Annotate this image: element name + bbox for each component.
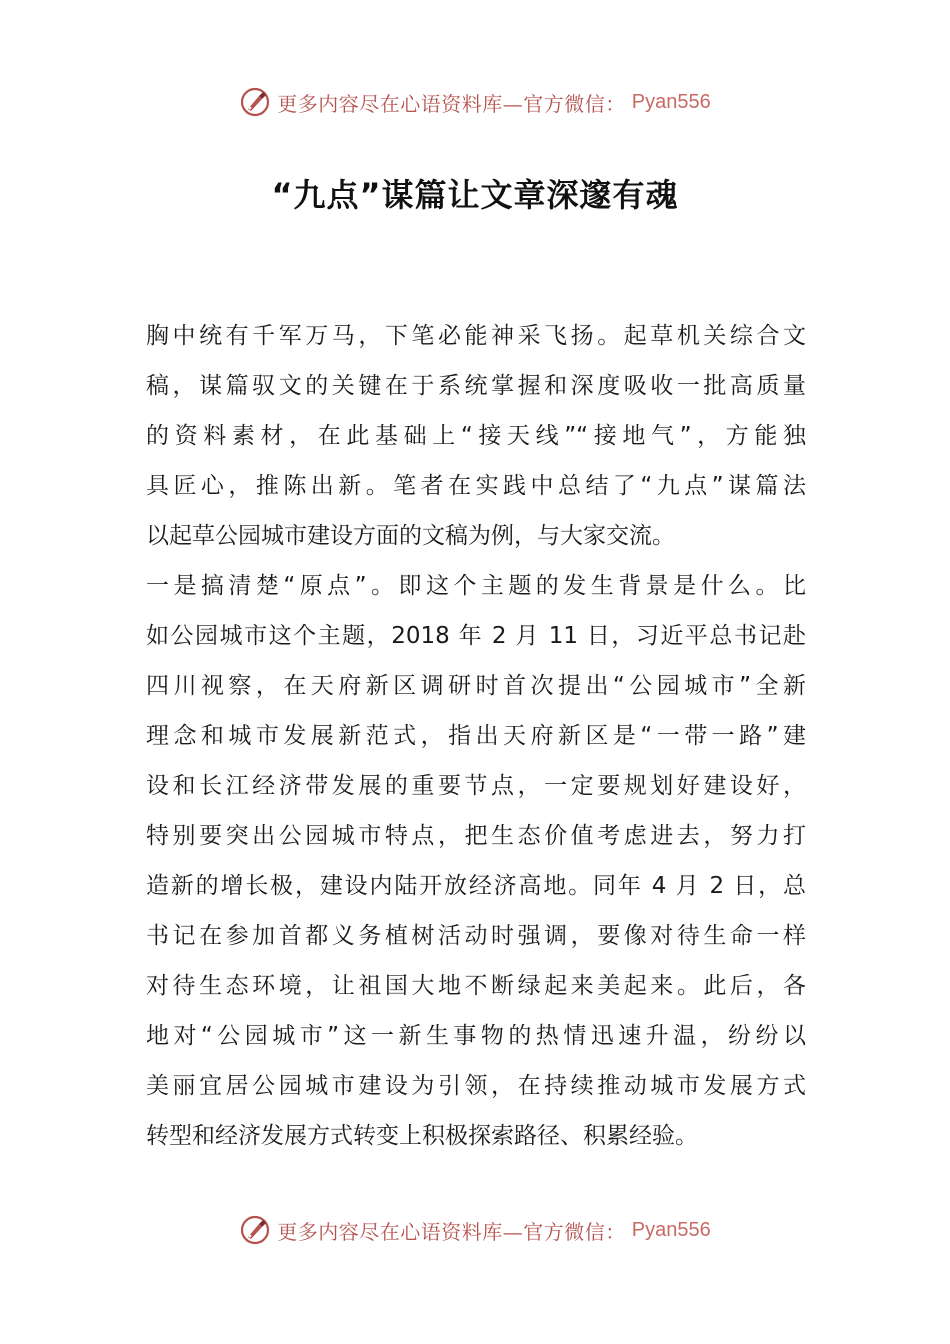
pen-nib-logo-icon: [239, 86, 271, 118]
header-banner: [0, 82, 950, 122]
article-line: 转型和经济发展方式转变上积极探索路径、积累经验。: [146, 1123, 698, 1149]
footer-banner: [0, 1210, 950, 1250]
pen-nib-logo-icon: [239, 1214, 271, 1246]
article-line: 胸中统有千军万马，下笔必能神采飞扬。起草机关综合文: [146, 323, 806, 349]
article-line: 的资料素材，在此基础上“接天线”“接地气”，方能独: [146, 423, 806, 449]
article-line: 造新的增长极，建设内陆开放经济高地。同年 4 月 2 日，总: [146, 873, 806, 899]
article-line: 书记在参加首都义务植树活动时强调，要像对待生命一样: [146, 923, 806, 949]
footer-wechat-id: Pyan556: [631, 1218, 711, 1241]
article-line: 具匠心，推陈出新。笔者在实践中总结了“九点”谋篇法: [146, 473, 806, 499]
article-title: “九点”谋篇让文章深邃有魂: [271, 176, 679, 214]
article-line: 如公园城市这个主题，2018 年 2 月 11 日，习近平总书记赴: [146, 623, 806, 649]
article-line: 四川视察，在天府新区调研时首次提出“公园城市”全新: [146, 673, 806, 699]
article-line: 稿，谋篇驭文的关键在于系统掌握和深度吸收一批高质量: [146, 373, 806, 399]
article-line: 理念和城市发展新范式，指出天府新区是“一带一路”建: [146, 723, 806, 749]
article-line: 对待生态环境，让祖国大地不断绿起来美起来。此后，各: [146, 973, 806, 999]
article-line: 一是搞清楚“原点”。即这个主题的发生背景是什么。比: [146, 573, 806, 599]
article-line: 设和长江经济带发展的重要节点，一定要规划好建设好，: [146, 773, 806, 799]
header-wechat-id: Pyan556: [631, 90, 711, 113]
article-line: 特别要突出公园城市特点，把生态价值考虑进去，努力打: [146, 823, 806, 849]
article-body: [146, 311, 806, 1161]
article-line: 美丽宜居公园城市建设为引领，在持续推动城市发展方式: [146, 1073, 806, 1099]
article-line: 地对“公园城市”这一新生事物的热情迅速升温，纷纷以: [146, 1023, 806, 1049]
footer-banner-text: 更多内容尽在心语资料库—官方微信：: [277, 1219, 626, 1244]
header-banner-text: 更多内容尽在心语资料库—官方微信：: [277, 91, 626, 116]
article-line: 以起草公园城市建设方面的文稿为例，与大家交流。: [146, 523, 675, 549]
